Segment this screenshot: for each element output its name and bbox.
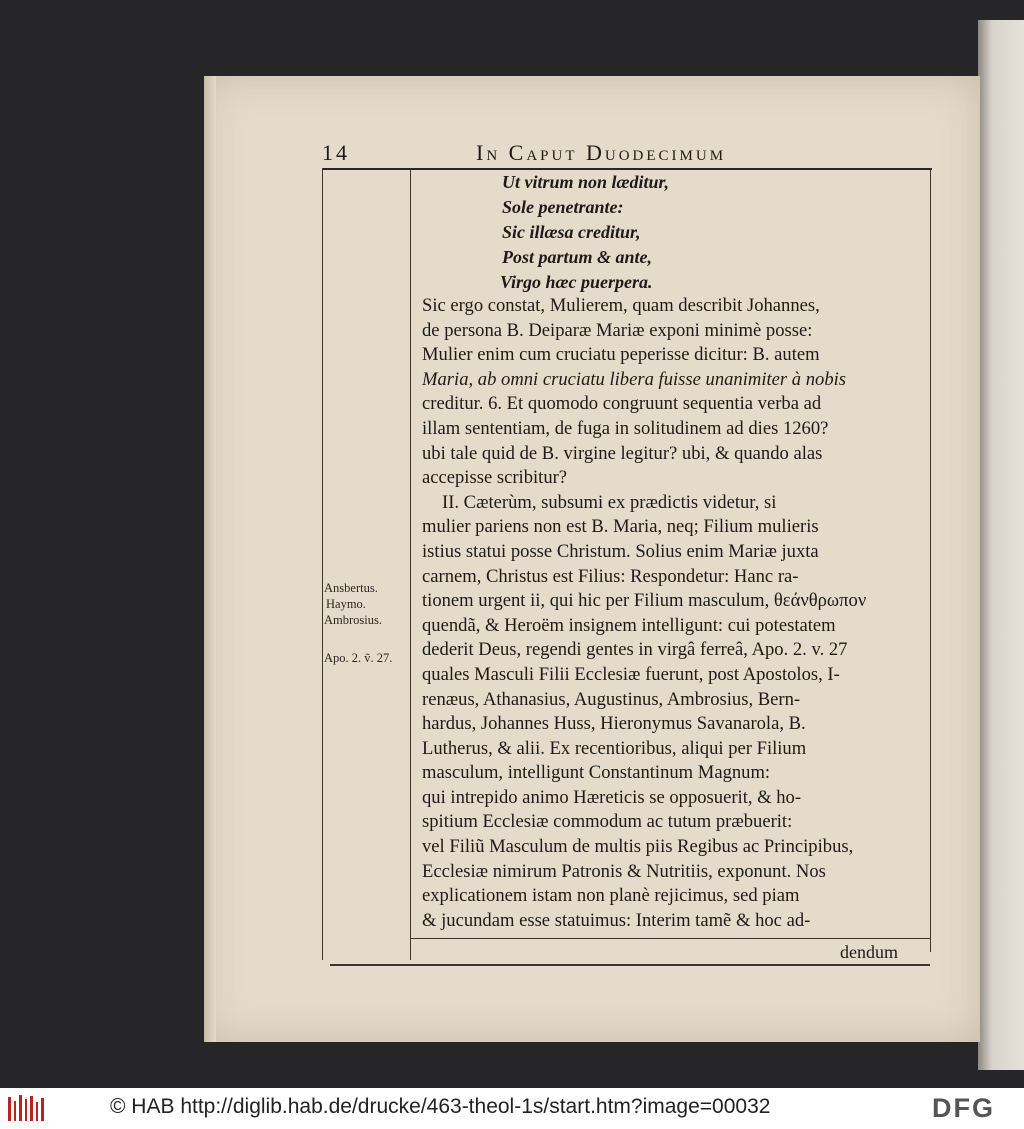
bottom-rule: [330, 964, 930, 966]
catchword: dendum: [840, 942, 898, 962]
text-line: spitium Ecclesiæ commodum ac tutum præbuerit:: [422, 811, 793, 833]
text-line: quales Masculi Filii Ecclesiæ fuerunt, post Apostolos, I-: [422, 663, 840, 685]
marginal-note: Ambrosius.: [324, 613, 382, 627]
body-text: [422, 294, 928, 933]
marginal-reference: Apo. 2. ṽ. 27.: [324, 651, 393, 665]
margin-frame-inner: [410, 168, 411, 960]
citation-link[interactable]: © HAB http://diglib.hab.de/drucke/463-theol-1s/start.htm?image=00032: [110, 1095, 771, 1118]
book-page: [204, 76, 980, 1042]
text-line: quendã, & Heroëm insignem intelligunt: cui potestatem: [422, 614, 836, 636]
text-line: ubi tale quid de B. virgine legitur? ubi, & quando alas: [422, 442, 823, 464]
marginal-authors: [324, 580, 382, 628]
text-line: II. Cæterùm, subsumi ex prædictis videtur, si: [442, 491, 777, 513]
text-line: istius statui posse Christum. Solius enim Mariæ juxta: [422, 540, 819, 562]
text-line: creditur. 6. Et quomodo congruunt sequentia verba ad: [422, 393, 822, 415]
text-line: hardus, Johannes Huss, Hieronymus Savanarola, B.: [422, 713, 806, 735]
text-frame-right: [930, 168, 931, 952]
text-frame-bottom: [410, 938, 930, 939]
verse-line: Ut vitrum non læditur,: [502, 172, 670, 192]
running-head: [322, 136, 930, 166]
text-line: Ecclesiæ nimirum Patronis & Nutritiis, exponunt. Nos: [422, 860, 826, 882]
verse-line: Sic illæsa creditur,: [502, 222, 641, 242]
page-number: 14: [322, 140, 350, 165]
verse-block: [502, 170, 669, 295]
text-line: Lutherus, & alii. Ex recentioribus, aliqui per Filium: [422, 737, 807, 759]
text-line: tionem urgent ii, qui hic per Filium masculum, θεάνθρωπον: [422, 590, 867, 612]
running-title: In Caput Duodecimum: [476, 140, 727, 165]
marginal-note: Haymo.: [326, 597, 366, 611]
page-edge-shadow: [204, 76, 216, 1042]
text-line: mulier pariens non est B. Maria, neq; Filium mulieris: [422, 516, 819, 538]
text-line: qui intrepido animo Hæreticis se opposuerit, & ho-: [422, 786, 802, 808]
text-line: Mulier enim cum cruciatu peperisse dicitur: B. autem: [422, 344, 820, 366]
text-line: Maria, ab omni cruciatu libera fuisse unanimiter à nobis: [422, 368, 847, 390]
hab-barcode-logo-icon[interactable]: [6, 1093, 46, 1125]
dfg-logo[interactable]: DFG: [932, 1093, 995, 1123]
text-line: accepisse scribitur?: [422, 467, 568, 489]
next-page-edge: [978, 20, 1024, 1070]
verse-line: Virgo hæc puerpera.: [500, 272, 653, 292]
text-line: dederit Deus, regendi gentes in virgâ ferreâ, Apo. 2. v. 27: [422, 639, 848, 661]
text-line: explicationem istam non planè rejicimus, sed piam: [422, 885, 800, 907]
margin-frame-outer: [322, 168, 323, 960]
viewer-footer: [0, 1088, 1024, 1129]
text-line: renæus, Athanasius, Augustinus, Ambrosius, Bern-: [422, 688, 801, 710]
text-line: masculum, intelligunt Constantinum Magnum:: [422, 762, 771, 784]
marginal-note: Ansbertus.: [324, 581, 378, 595]
text-line: de persona B. Deiparæ Mariæ exponi minimè posse:: [422, 319, 813, 341]
verse-line: Sole penetrante:: [502, 197, 624, 217]
text-line: Sic ergo constat, Mulierem, quam describit Johannes,: [422, 295, 820, 316]
verse-line: Post partum & ante,: [502, 247, 653, 267]
text-line: & jucundam esse statuimus: Interim tamẽ & hoc ad-: [422, 909, 811, 931]
text-line: vel Filiũ Masculum de multis piis Regibus ac Principibus,: [422, 836, 854, 858]
text-line: carnem, Christus est Filius: Respondetur: Hanc ra-: [422, 565, 799, 587]
text-line: illam sententiam, de fuga in solitudinem ad dies 1260?: [422, 417, 829, 439]
